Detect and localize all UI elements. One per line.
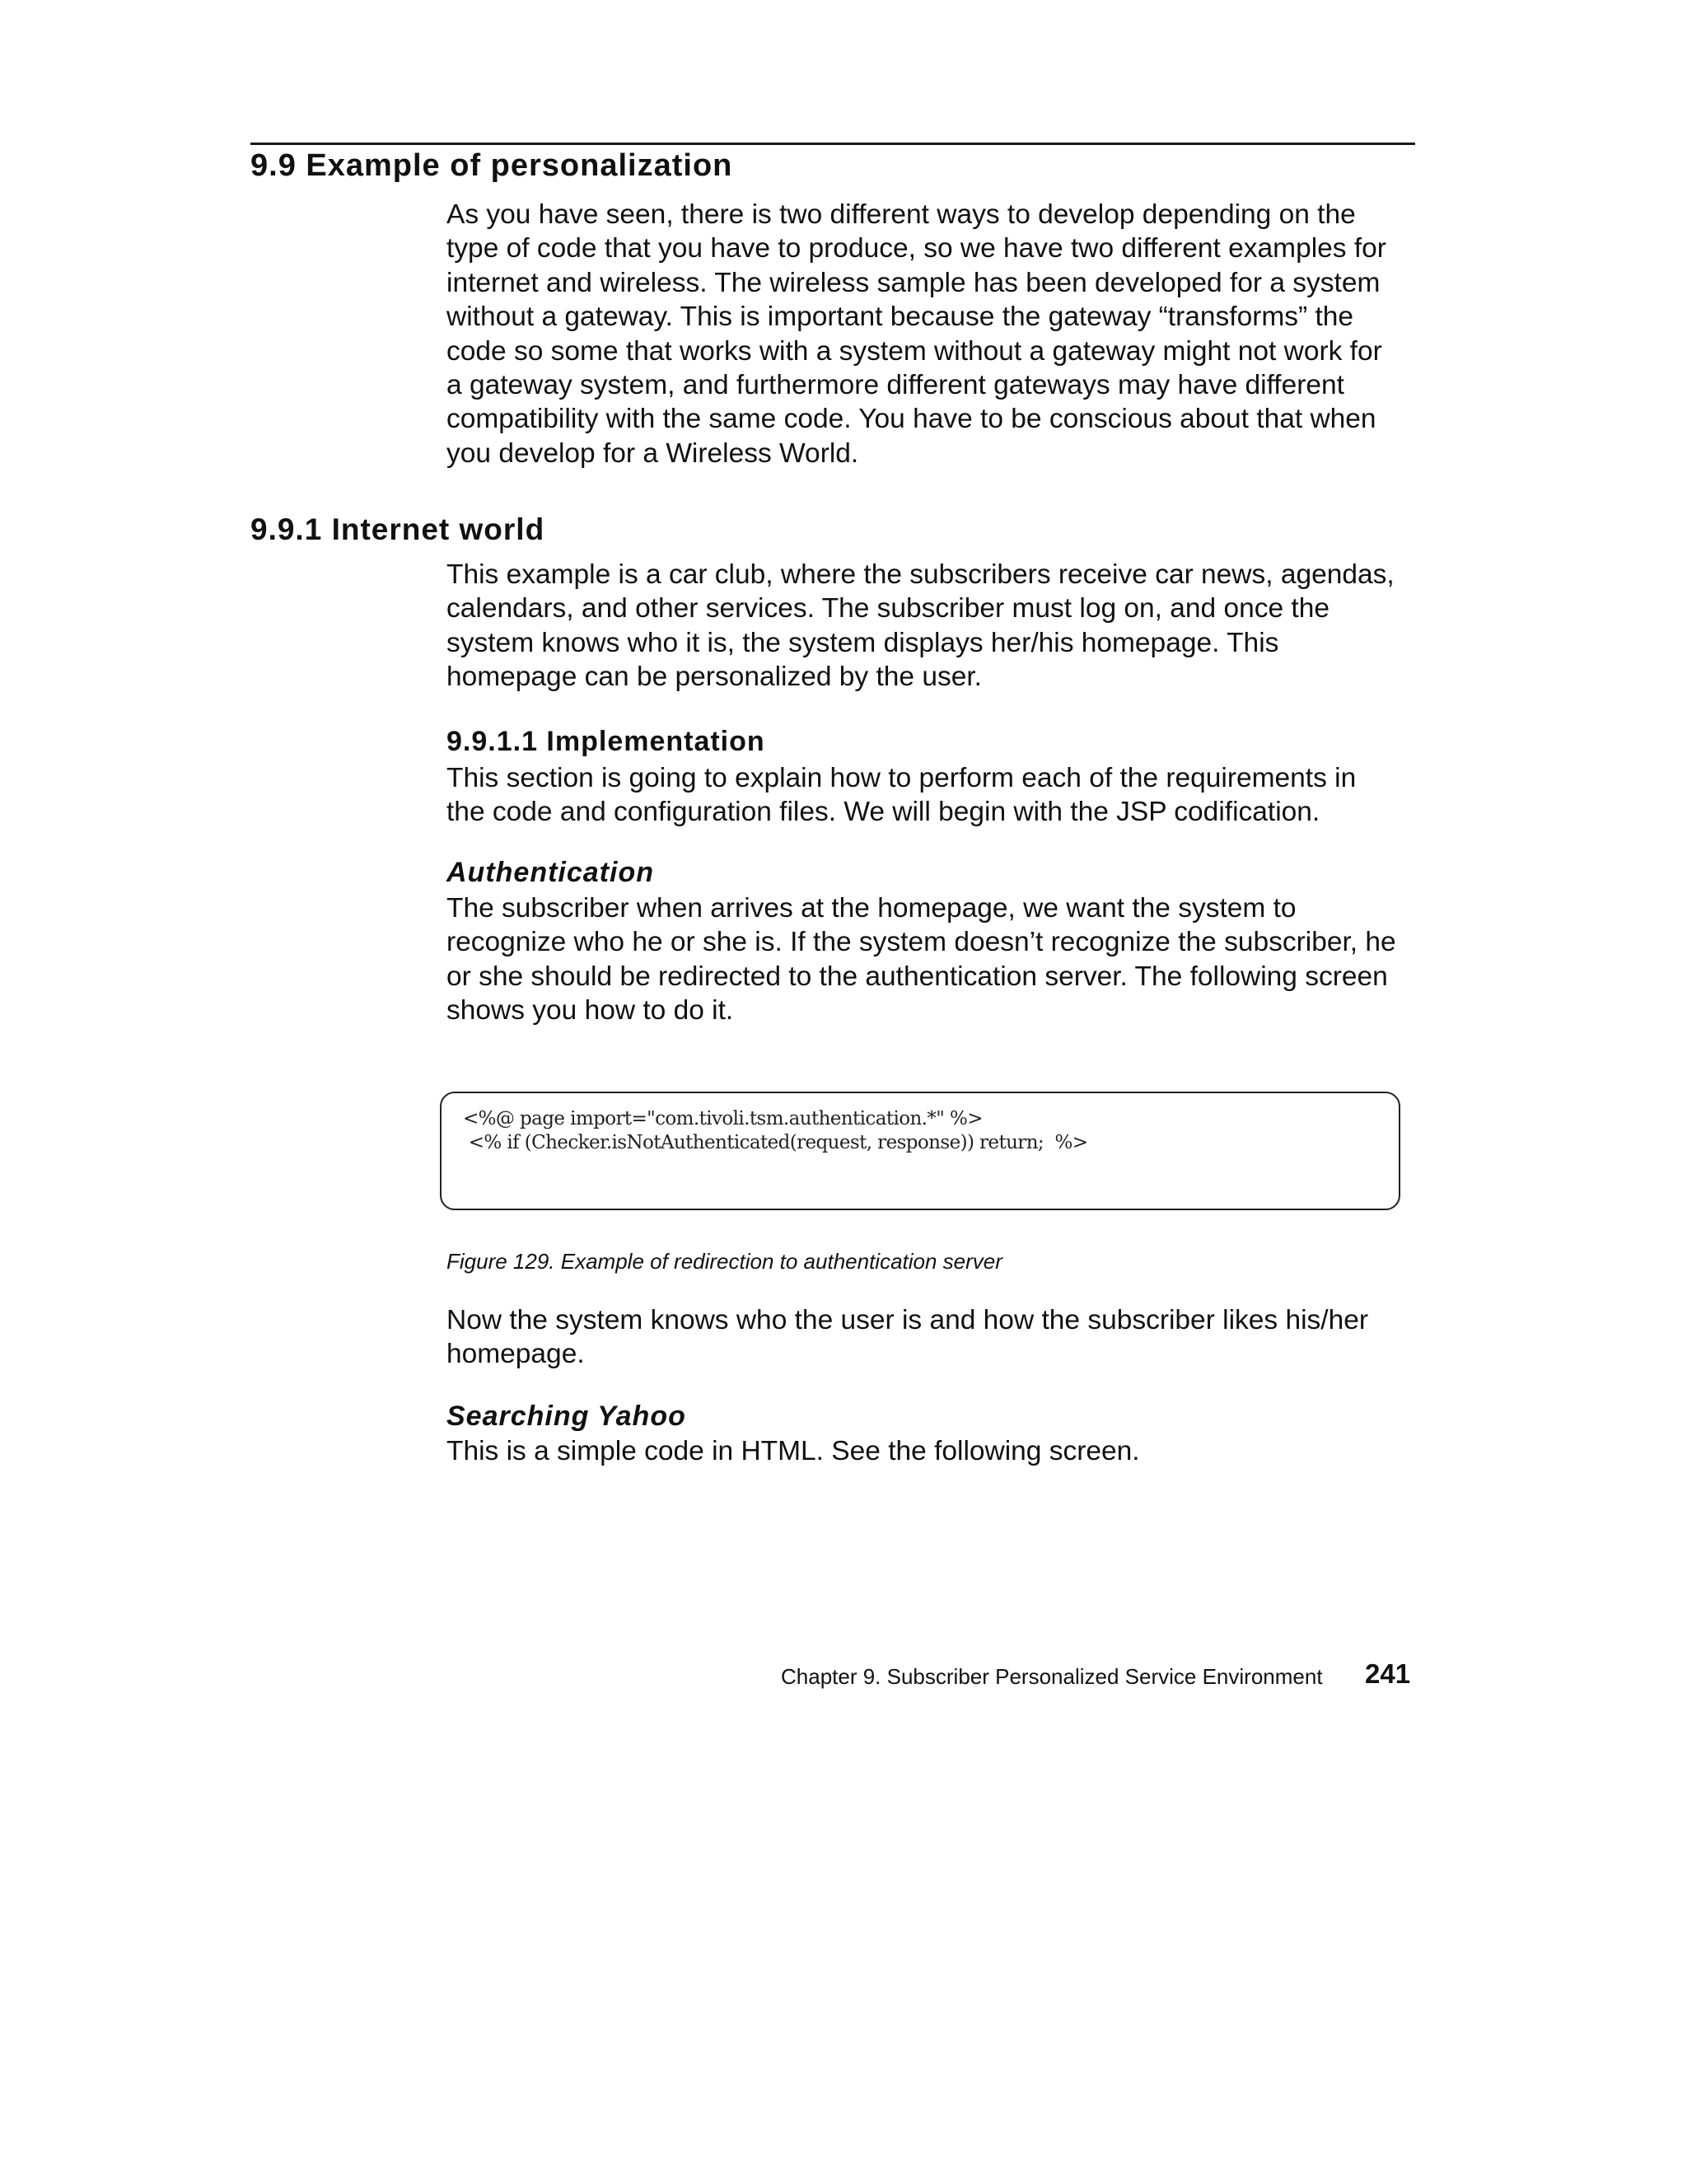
paragraph-line: compatibility with the same code. You have to be conscious about that when — [446, 404, 1376, 435]
code-line: <% if (Checker.isNotAuthenticated(request, response)) return; %> — [463, 1132, 1088, 1153]
after-figure-paragraph — [446, 1303, 1415, 1372]
paragraph-line: code so some that works with a system without a gateway might not work for — [446, 335, 1382, 367]
paragraph-line: The subscriber when arrives at the homepage, we want the system to — [446, 893, 1297, 924]
authentication-heading: Authentication — [446, 857, 654, 888]
section-heading: 9.9 Example of personalization — [250, 148, 733, 183]
code-figure-box — [440, 1092, 1400, 1210]
section-top-rule — [250, 143, 1415, 145]
paragraph-line: homepage. — [446, 1339, 585, 1370]
paragraph-line: or she should be redirected to the authentication server. The following screen — [446, 961, 1388, 992]
paragraph-line: recognize who he or she is. If the system doesn’t recognize the subscriber, he — [446, 927, 1396, 958]
paragraph-line: the code and configuration files. We will begin with the JSP codification. — [446, 797, 1320, 828]
paragraph-line: a gateway system, and furthermore different gateways may have different — [446, 370, 1344, 401]
searching-yahoo-heading: Searching Yahoo — [446, 1401, 686, 1432]
paragraph-line: Now the system knows who the user is and how the subscriber likes his/her — [446, 1305, 1369, 1335]
paragraph-line: shows you how to do it. — [446, 995, 734, 1027]
paragraph-line: homepage can be personalized by the user. — [446, 662, 982, 693]
intro-paragraph — [446, 198, 1415, 470]
code-line: <%@ page import="com.tivoli.tsm.authentication.*" %> — [463, 1108, 983, 1129]
subsection-heading: 9.9.1 Internet world — [250, 512, 545, 546]
running-footer: Chapter 9. Subscriber Personalized Service Environment — [781, 1664, 1323, 1689]
implementation-heading: 9.9.1.1 Implementation — [446, 726, 765, 757]
paragraph-line: internet and wireless. The wireless sample has been developed for a system — [446, 267, 1381, 298]
paragraph-line: calendars, and other services. The subscriber must log on, and once the — [446, 593, 1330, 624]
paragraph-line: without a gateway. This is important because the gateway “transforms” the — [446, 302, 1354, 333]
internet-world-paragraph — [446, 558, 1415, 694]
paragraph-line: This is a simple code in HTML. See the following screen. — [446, 1436, 1140, 1466]
paragraph-line: type of code that you have to produce, so we have two different examples for — [446, 233, 1386, 264]
page-number: 241 — [1365, 1658, 1411, 1689]
authentication-paragraph — [446, 891, 1415, 1028]
paragraph-line: As you have seen, there is two different ways to develop depending on the — [446, 199, 1356, 230]
paragraph-line: This section is going to explain how to perform each of the requirements in — [446, 763, 1357, 793]
searching-yahoo-paragraph — [446, 1434, 1415, 1468]
figure-caption: Figure 129. Example of redirection to authentication server — [446, 1249, 1002, 1274]
implementation-paragraph — [446, 761, 1415, 830]
paragraph-line: system knows who it is, the system displays her/his homepage. This — [446, 627, 1279, 658]
paragraph-line: you develop for a Wireless World. — [446, 437, 859, 469]
paragraph-line: This example is a car club, where the subscribers receive car news, agendas, — [446, 559, 1395, 590]
